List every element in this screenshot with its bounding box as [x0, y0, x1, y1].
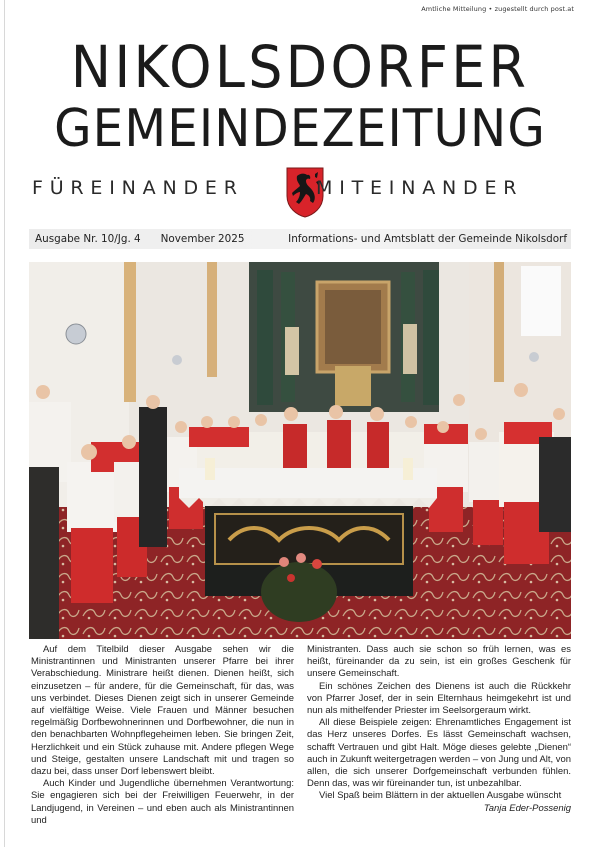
motto-right: MITEINANDER — [316, 177, 524, 199]
article-paragraph: Ministranten. Dass auch sie schon so früh lernen, was es heißt, füreinander da zu sein, ist ein großes Geschenk für unsere Gemeinschaft. — [307, 644, 571, 680]
page-edge — [4, 0, 5, 847]
article-paragraph: Auf dem Titelbild dieser Ausgabe sehen wir die Ministrantinnen und Ministranten unserer Pfarre bei ihrer Verabschiedung. Ministrare heißt dienen. Dienen heißt, sich einzusetzen – für andere, für die Gemeinschaft, für das, was uns verbindet. Dieses Dienen zeigt sich in unserer Gemeinde auf vielfältige Weise. Viele Frauen und Männer besuchen regelmäßig Dorfbewohnerinnen und Dorfbewohner, die nun in den benachbarten Wohnpflegeheimen leben. Sie bringen Zeit, Herzlichkeit und ein Stück zuhause mit. Andere pflegen Wege und Steige, gestalten unsere Landschaft mit und tragen so dazu bei, dass unser Dorf lebenswert bleibt. — [31, 644, 294, 778]
postal-note: Amtliche Mitteilung • zugestellt durch post.at — [421, 5, 574, 13]
cover-photo — [29, 262, 571, 639]
article-paragraph: Ein schönes Zeichen des Dienens ist auch die Rückkehr von Pfarrer Josef, der in sein Elternhaus heimgekehrt ist und nun als mithelfender Priester im Seelsorgeraum wirkt. — [307, 680, 571, 717]
masthead-title-line1: NIKOLSDORFER — [70, 33, 530, 101]
article-paragraph: Auch Kinder und Jugendliche übernehmen Verantwortung: Sie engagieren sich bei der Freiwilligen Feuerwehr, in der Landjugend, in Vereinen – und eben auch als Ministrantinnen und — [31, 778, 294, 826]
issue-info-band — [29, 229, 571, 249]
issue-month: November 2025 — [160, 233, 245, 245]
masthead-title-line2: GEMEINDEZEITUNG — [54, 99, 546, 159]
publication-tagline: Informations- und Amtsblatt der Gemeinde Nikolsdorf — [288, 233, 567, 245]
article-left-column — [31, 644, 294, 827]
author-signature: Tanja Eder-Possenig — [483, 802, 571, 814]
article-paragraph: All diese Beispiele zeigen: Ehrenamtliches Engagement ist das Herz unseres Dorfes. Es lässt Gemeinschaft wachsen, schafft Vertrauen und gibt Halt. Möge dieses gelebte „Dienen“ auch in Zukunft weitergetragen werden – von Jung und Alt, von allen, die sich unserer Dorfgemeinschaft verbunden fühlen. Denn das, was wir füreinander tun, ist unbezahlbar. — [307, 717, 571, 790]
article-paragraph: Viel Spaß beim Blättern in der aktuellen Ausgabe wünscht — [319, 790, 562, 802]
issue-number: Ausgabe Nr. 10/Jg. 4 — [35, 233, 141, 245]
motto-left: FÜREINANDER — [32, 177, 244, 199]
article-right-column — [307, 644, 571, 815]
